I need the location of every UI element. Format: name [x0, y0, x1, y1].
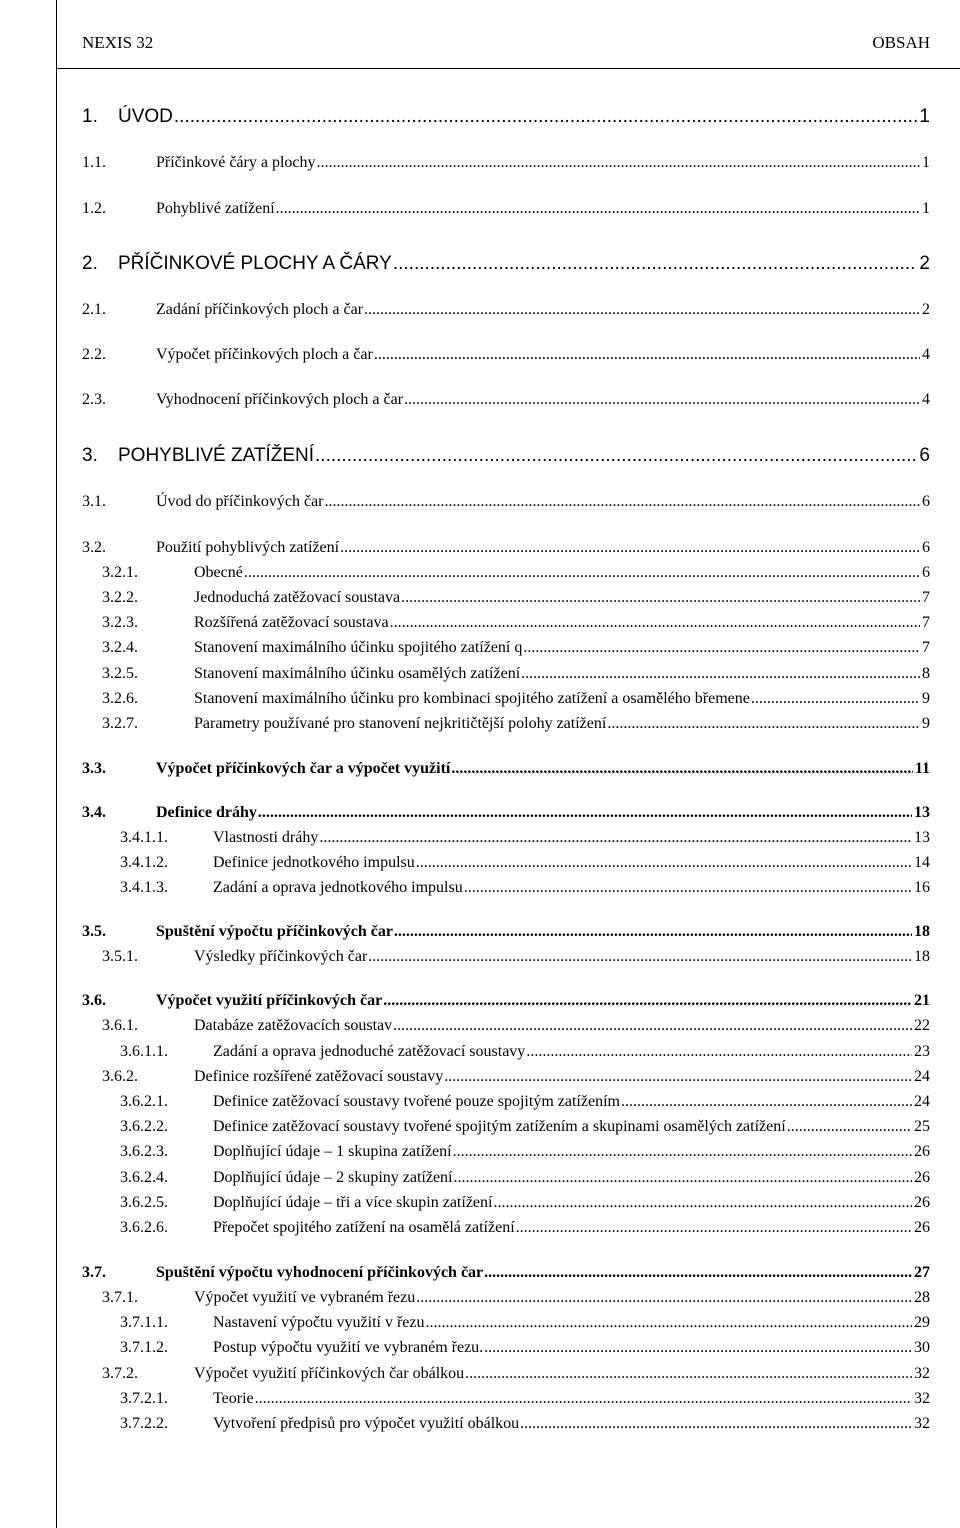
toc-entry[interactable] — [82, 1362, 930, 1386]
toc-entry-page: 16 — [914, 879, 930, 896]
toc-entry-number: 3.6.2.3. — [120, 1143, 168, 1160]
toc-entry[interactable] — [82, 1166, 930, 1190]
toc-entry-title: Pohyblivé zatížení — [156, 200, 275, 217]
toc-leader-dots — [394, 920, 912, 944]
toc-entry[interactable] — [82, 801, 930, 825]
toc-leader-dots — [319, 826, 912, 850]
toc-entry-title: Doplňující údaje – 1 skupina zatížení — [213, 1143, 452, 1160]
toc-entry-title: PŘÍČINKOVÉ PLOCHY A ČÁRY — [118, 253, 392, 274]
toc-entry[interactable] — [82, 343, 930, 367]
toc-entry[interactable] — [82, 1387, 930, 1411]
toc-entry-page: 14 — [914, 854, 930, 871]
toc-entry-title: Výpočet využití ve vybraném řezu — [194, 1289, 416, 1306]
toc-entry-title: Obecné — [194, 564, 243, 581]
toc-entry-page: 8 — [922, 665, 930, 682]
toc-entry[interactable] — [82, 105, 930, 129]
toc-leader-dots — [751, 687, 920, 711]
toc-entry-page: 13 — [914, 804, 930, 821]
toc-leader-dots — [390, 611, 920, 635]
toc-leader-dots — [174, 105, 918, 129]
toc-leader-dots — [404, 388, 920, 412]
toc-entry-title: Výpočet využití příčinkových čar — [156, 992, 383, 1009]
toc-entry-title: Stanovení maximálního účinku spojitého zatížení q — [194, 639, 523, 656]
toc-entry[interactable] — [82, 636, 930, 660]
toc-entry-page: 4 — [922, 346, 930, 363]
toc-leader-dots — [315, 444, 917, 468]
toc-entry-title: Výpočet využití příčinkových čar obálkou — [194, 1365, 465, 1382]
toc-entry[interactable] — [82, 1040, 930, 1064]
toc-leader-dots — [444, 1065, 912, 1089]
toc-entry-page: 9 — [922, 715, 930, 732]
toc-leader-dots — [393, 252, 918, 276]
toc-entry-number: 3.5. — [82, 923, 106, 940]
toc-entry[interactable] — [82, 662, 930, 686]
toc-entry-number: 2.2. — [82, 346, 106, 363]
toc-entry-page: 7 — [922, 589, 930, 606]
toc-leader-dots — [383, 989, 912, 1013]
toc-entry[interactable] — [82, 1311, 930, 1335]
toc-entry-page: 23 — [914, 1043, 930, 1060]
toc-leader-dots — [523, 636, 920, 660]
toc-entry-title: Výpočet příčinkových čar a výpočet využití — [156, 760, 451, 777]
toc-leader-dots — [607, 712, 920, 736]
toc-entry-number: 3.3. — [82, 760, 106, 777]
toc-entry-number: 3.4.1.1. — [120, 829, 168, 846]
toc-entry-page: 2 — [922, 301, 930, 318]
toc-entry-number: 3.2.2. — [102, 589, 138, 606]
toc-entry-page: 9 — [922, 690, 930, 707]
toc-entry-number: 3.7.2. — [102, 1365, 138, 1382]
toc-entry[interactable] — [82, 561, 930, 585]
toc-entry-number: 3.4.1.2. — [120, 854, 168, 871]
toc-leader-dots — [464, 876, 912, 900]
toc-entry[interactable] — [82, 298, 930, 322]
toc-entry-page: 30 — [914, 1339, 930, 1356]
toc-entry-page: 4 — [922, 391, 930, 408]
toc-entry-page: 18 — [914, 923, 930, 940]
toc-entry-page: 22 — [914, 1017, 930, 1034]
toc-entry-title: Nastavení výpočtu využití v řezu — [213, 1314, 425, 1331]
toc-leader-dots — [325, 490, 920, 514]
toc-entry-number: 3.2. — [82, 539, 106, 556]
toc-entry-page: 13 — [914, 829, 930, 846]
toc-entry[interactable] — [82, 197, 930, 221]
toc-leader-dots — [258, 801, 912, 825]
toc-entry[interactable] — [82, 611, 930, 635]
toc-entry-number: 3.6.2. — [102, 1068, 138, 1085]
toc-entry[interactable] — [82, 536, 930, 560]
toc-entry-number: 3.4. — [82, 804, 106, 821]
toc-leader-dots — [526, 1040, 912, 1064]
toc-entry-number: 3.7.2.2. — [120, 1415, 168, 1432]
toc-entry[interactable] — [82, 945, 930, 969]
toc-entry-page: 1 — [919, 106, 930, 127]
toc-leader-dots — [393, 1014, 912, 1038]
toc-entry-title: POHYBLIVÉ ZATÍŽENÍ — [118, 445, 315, 466]
toc-entry-number: 3.2.7. — [102, 715, 138, 732]
toc-entry-title: Zadání a oprava jednoduché zatěžovací soustavy — [213, 1043, 526, 1060]
toc-entry[interactable] — [82, 151, 930, 175]
toc-entry-page: 6 — [922, 564, 930, 581]
toc-entry-page: 1 — [922, 200, 930, 217]
header-right: OBSAH — [872, 33, 930, 52]
toc-entry-title: Stanovení maximálního účinku pro kombinaci spojitého zatížení a osamělého břemene — [194, 690, 750, 707]
toc-leader-dots — [401, 586, 920, 610]
toc-leader-dots — [520, 1412, 912, 1436]
toc-entry-number: 2. — [82, 253, 98, 274]
toc-entry[interactable] — [82, 1216, 930, 1240]
toc-leader-dots — [465, 1362, 912, 1386]
toc-entry[interactable] — [82, 1412, 930, 1436]
toc-entry-title: Definice dráhy — [156, 804, 257, 821]
toc-entry-title: Spuštění výpočtu vyhodnocení příčinkových čar — [156, 1264, 484, 1281]
toc-entry-number: 3.2.4. — [102, 639, 138, 656]
toc-leader-dots — [276, 197, 920, 221]
toc-entry[interactable] — [82, 444, 930, 468]
toc-entry[interactable] — [82, 252, 930, 276]
toc-entry-number: 3.6.2.6. — [120, 1219, 168, 1236]
toc-entry[interactable] — [82, 1115, 930, 1139]
toc-entry-title: Vyhodnocení příčinkových ploch a čar — [156, 391, 404, 408]
toc-entry-page: 6 — [922, 539, 930, 556]
toc-entry-number: 3.6.1. — [102, 1017, 138, 1034]
toc-entry-page: 24 — [914, 1068, 930, 1085]
toc-entry-page: 18 — [914, 948, 930, 965]
toc-leader-dots — [364, 298, 920, 322]
toc-entry-number: 3.6. — [82, 992, 106, 1009]
toc-entry-title: Výsledky příčinkových čar — [194, 948, 368, 965]
header-left: NEXIS 32 — [82, 33, 154, 52]
toc-entry-title: Doplňující údaje – tři a více skupin zatížení — [213, 1194, 493, 1211]
toc-entry[interactable] — [82, 989, 930, 1013]
toc-entry-page: 6 — [919, 445, 930, 466]
toc-entry-title: Definice rozšířené zatěžovací soustavy — [194, 1068, 444, 1085]
toc-entry-title: Rozšířená zatěžovací soustava — [194, 614, 389, 631]
toc-entry-page: 11 — [914, 760, 930, 777]
toc-leader-dots — [621, 1090, 912, 1114]
toc-entry[interactable] — [82, 876, 930, 900]
toc-leader-dots — [340, 536, 920, 560]
toc-entry-page: 32 — [914, 1415, 930, 1432]
toc-entry[interactable] — [82, 1140, 930, 1164]
toc-leader-dots — [255, 1387, 912, 1411]
toc-leader-dots — [244, 561, 920, 585]
toc-leader-dots — [454, 1166, 913, 1190]
toc-entry-number: 3.7.1.2. — [120, 1339, 168, 1356]
toc-entry[interactable] — [82, 920, 930, 944]
toc-entry-number: 3.7.1. — [102, 1289, 138, 1306]
toc-entry-page: 2 — [919, 253, 930, 274]
toc-entry-number: 3.2.1. — [102, 564, 138, 581]
toc-leader-dots — [426, 1311, 913, 1335]
toc-entry-page: 25 — [914, 1118, 930, 1135]
toc-leader-dots — [516, 1216, 912, 1240]
toc-entry-number: 3.1. — [82, 493, 106, 510]
toc-leader-dots — [484, 1336, 912, 1360]
toc-leader-dots — [416, 851, 912, 875]
toc-entry-number: 3.7.1.1. — [120, 1314, 168, 1331]
toc-leader-dots — [374, 343, 920, 367]
toc-entry[interactable] — [82, 826, 930, 850]
toc-leader-dots — [521, 662, 920, 686]
toc-entry-title: Vlastnosti dráhy — [213, 829, 319, 846]
toc-entry-number: 3.6.1.1. — [120, 1043, 168, 1060]
toc-entry-title: Příčinkové čáry a plochy — [156, 154, 316, 171]
toc-leader-dots — [317, 151, 921, 175]
toc-entry-number: 2.3. — [82, 391, 106, 408]
toc-entry-page: 6 — [922, 493, 930, 510]
toc-entry-title: Teorie — [213, 1390, 254, 1407]
toc-entry-number: 1. — [82, 106, 98, 127]
toc-entry-title: Výpočet příčinkových ploch a čar — [156, 346, 373, 363]
toc-entry-page: 29 — [914, 1314, 930, 1331]
toc-leader-dots — [416, 1286, 912, 1310]
toc-entry-page: 24 — [914, 1093, 930, 1110]
toc-leader-dots — [451, 757, 913, 781]
toc-entry-title: Databáze zatěžovacích soustav — [194, 1017, 393, 1034]
toc-entry-title: Vytvoření předpisů pro výpočet využití obálkou — [213, 1415, 520, 1432]
toc-entry[interactable] — [82, 687, 930, 711]
toc-entry-page: 26 — [914, 1194, 930, 1211]
toc-entry-number: 1.2. — [82, 200, 106, 217]
toc-entry[interactable] — [82, 1191, 930, 1215]
toc-entry-page: 7 — [922, 614, 930, 631]
toc-entry[interactable] — [82, 851, 930, 875]
toc-entry-number: 3. — [82, 445, 98, 466]
toc-entry-number: 3.7. — [82, 1264, 106, 1281]
toc-entry-number: 1.1. — [82, 154, 106, 171]
toc-entry-title: ÚVOD — [118, 106, 173, 127]
toc-entry-number: 3.5.1. — [102, 948, 138, 965]
toc-entry-page: 1 — [922, 154, 930, 171]
toc-entry-title: Stanovení maximálního účinku osamělých zatížení — [194, 665, 521, 682]
toc-entry-title: Doplňující údaje – 2 skupiny zatížení — [213, 1169, 453, 1186]
toc-entry[interactable] — [82, 1090, 930, 1114]
toc-leader-dots — [493, 1191, 912, 1215]
toc-entry[interactable] — [82, 388, 930, 412]
toc-entry-title: Spuštění výpočtu příčinkových čar — [156, 923, 393, 940]
toc-entry-number: 3.6.2.1. — [120, 1093, 168, 1110]
toc-leader-dots — [484, 1261, 912, 1285]
toc-entry-title: Zadání příčinkových ploch a čar — [156, 301, 364, 318]
toc-entry-page: 32 — [914, 1390, 930, 1407]
toc-entry-page: 26 — [914, 1143, 930, 1160]
toc-entry-title: Definice jednotkového impulsu — [213, 854, 415, 871]
toc-entry[interactable] — [82, 1336, 930, 1360]
toc-entry-page: 21 — [914, 992, 930, 1009]
toc-entry-title: Definice zatěžovací soustavy tvořené pouze spojitým zatížením — [213, 1093, 620, 1110]
toc-entry-title: Přepočet spojitého zatížení na osamělá zatížení — [213, 1219, 515, 1236]
toc-leader-dots — [787, 1115, 912, 1139]
toc-entry-number: 3.6.2.2. — [120, 1118, 168, 1135]
toc-entry-number: 3.4.1.3. — [120, 879, 168, 896]
toc-leader-dots — [368, 945, 912, 969]
toc-entry-number: 3.6.2.5. — [120, 1194, 168, 1211]
toc-entry[interactable] — [82, 1014, 930, 1038]
toc-entry-title: Postup výpočtu využití ve vybraném řezu. — [213, 1339, 484, 1356]
toc-entry-number: 2.1. — [82, 301, 106, 318]
toc-entry-title: Parametry používané pro stanovení nejkritičtější polohy zatížení — [194, 715, 607, 732]
toc-entry-page: 32 — [914, 1365, 930, 1382]
toc-entry-title: Jednoduchá zatěžovací soustava — [194, 589, 401, 606]
toc-entry-page: 26 — [914, 1169, 930, 1186]
toc-entry-number: 3.2.5. — [102, 665, 138, 682]
toc-entry-number: 3.6.2.4. — [120, 1169, 168, 1186]
toc-entry[interactable] — [82, 1261, 930, 1285]
toc-entry-page: 27 — [914, 1264, 930, 1281]
toc-entry[interactable] — [82, 757, 930, 781]
toc-entry-title: Definice zatěžovací soustavy tvořené spojitým zatížením a skupinami osamělých zatížení — [213, 1118, 786, 1135]
toc-entry-number: 3.7.2.1. — [120, 1390, 168, 1407]
toc-entry[interactable] — [82, 1065, 930, 1089]
toc-entry[interactable] — [82, 586, 930, 610]
toc-entry-title: Úvod do příčinkových čar — [156, 493, 324, 510]
toc-entry-title: Použití pohyblivých zatížení — [156, 539, 340, 556]
toc-entry[interactable] — [82, 1286, 930, 1310]
toc-entry-number: 3.2.3. — [102, 614, 138, 631]
toc-entry-title: Zadání a oprava jednotkového impulsu — [213, 879, 463, 896]
toc-entry[interactable] — [82, 712, 930, 736]
toc-leader-dots — [453, 1140, 912, 1164]
toc-entry-page: 7 — [922, 639, 930, 656]
toc-entry-page: 26 — [914, 1219, 930, 1236]
toc-entry[interactable] — [82, 490, 930, 514]
toc-entry-number: 3.2.6. — [102, 690, 138, 707]
toc-entry-page: 28 — [914, 1289, 930, 1306]
